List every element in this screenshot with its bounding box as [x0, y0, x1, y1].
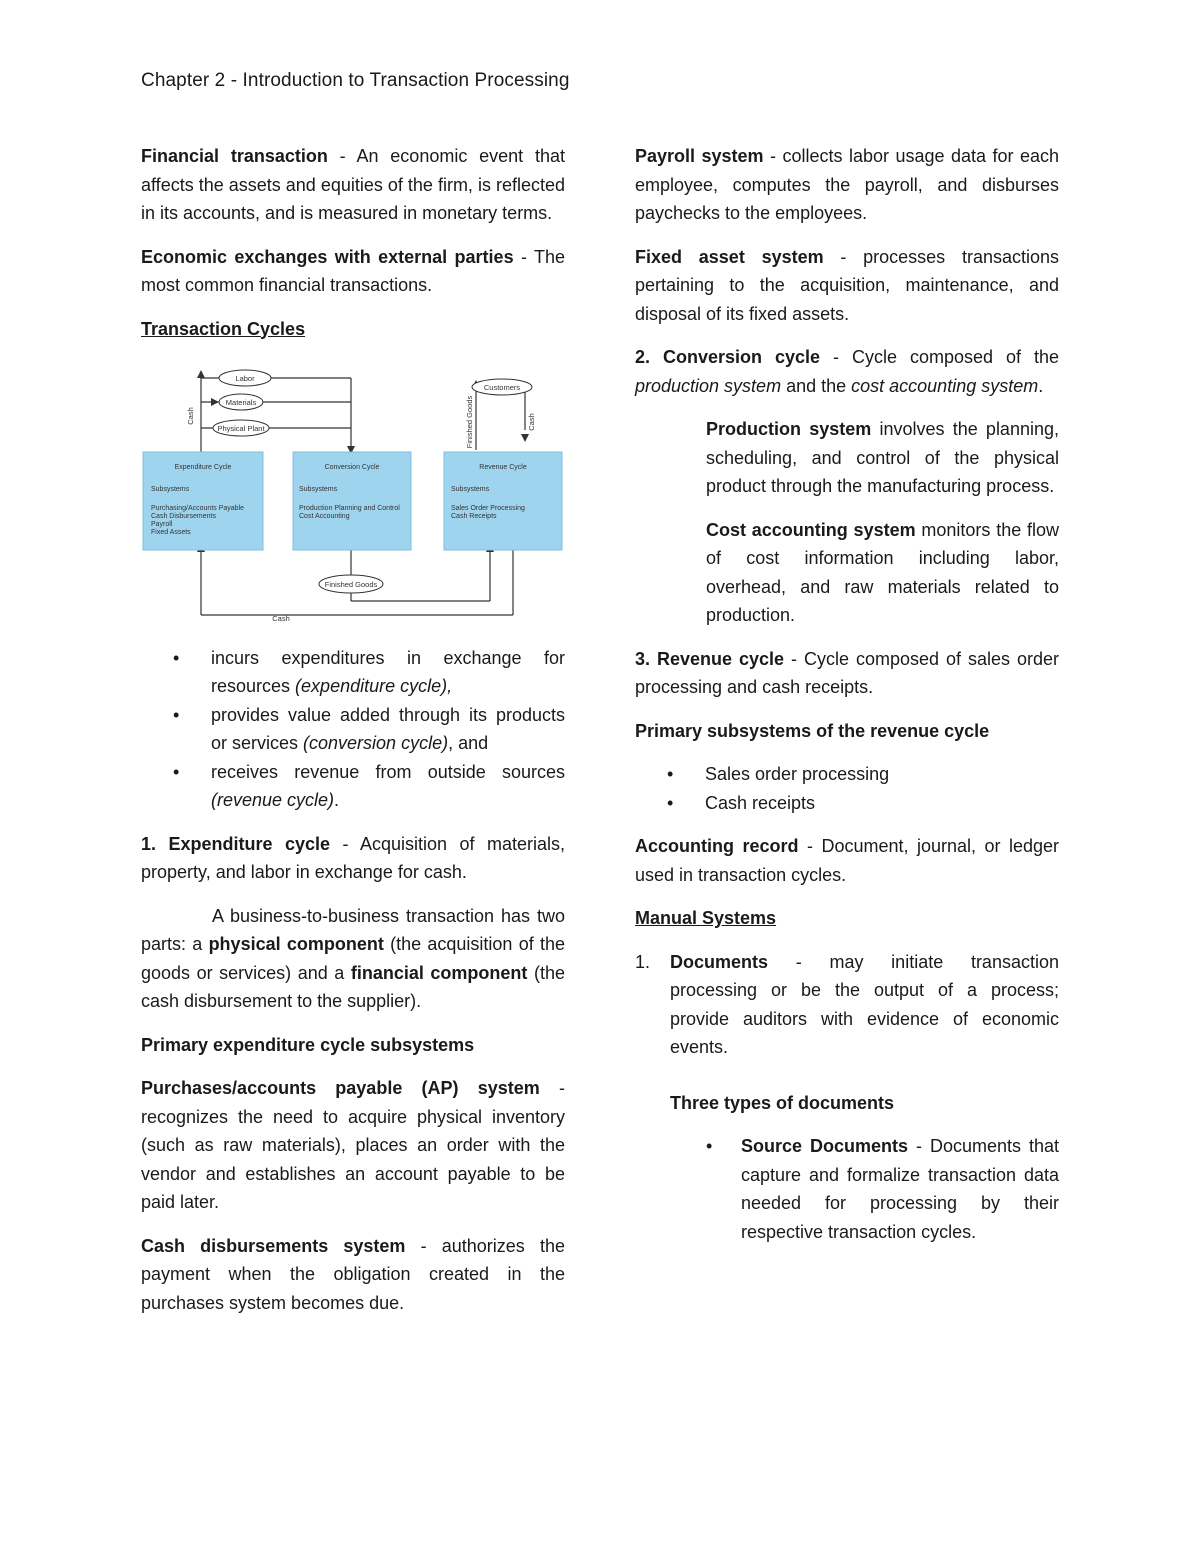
- transaction-cycles-diagram: [141, 358, 565, 623]
- svg-text:Subsystems: Subsystems: [451, 486, 490, 493]
- primary-revenue-heading: Primary subsystems of the revenue cycle: [635, 720, 990, 741]
- financial-transaction-definition: Financial transaction - An economic event that affects the assets and equities of the firm, is reflected in its accounts, and is measured in monetary terms.: [141, 146, 565, 223]
- svg-text:Purchasing/Accounts Payable: Purchasing/Accounts Payable: [151, 505, 244, 512]
- list-item: • receives revenue from outside sources (revenue cycle).: [141, 758, 565, 815]
- cycle-bullets: [141, 644, 565, 815]
- fixed-asset-definition: Fixed asset system - processes transactions pertaining to the acquisition, maintenance, and disposal of its fixed assets.: [635, 246, 1059, 324]
- term: Economic exchanges with external parties: [141, 246, 514, 267]
- term: Financial transaction: [141, 146, 328, 166]
- manual-systems-heading: Manual Systems: [635, 908, 777, 928]
- svg-text:Cost Accounting: Cost Accounting: [299, 513, 350, 520]
- left-column: [141, 142, 565, 1332]
- three-types-heading: Three types of documents: [670, 1092, 895, 1113]
- cash-disbursements-definition: Cash disbursements system - authorizes the payment when the obligation created in the purchases system becomes due.: [141, 1235, 565, 1313]
- production-system-definition: Production system involves the planning, scheduling, and control of the physical product through the manufacturing process.: [706, 419, 1059, 496]
- diagram-label-finished-goods: Finished Goods: [324, 580, 378, 589]
- payroll-definition: Payroll system - collects labor usage data for each employee, computes the payroll, and disburses paychecks to the employees.: [635, 146, 1059, 223]
- conversion-cycle-title: Conversion Cycle: [324, 464, 380, 471]
- b2b-paragraph: A business-to-business transaction has two parts: a physical component (the acquisition of the goods or services) and a financial component (the cash disbursement to the supplier).: [141, 905, 566, 1011]
- page-header: Chapter 2 - Introduction to Transaction Processing: [141, 70, 570, 91]
- primary-expenditure-heading: Primary expenditure cycle subsystems: [141, 1034, 475, 1055]
- expenditure-cycle-title: Expenditure Cycle: [174, 464, 232, 471]
- list-item: 1. Documents - may initiate transaction processing or be the output of a process; provide auditors with evidence of economic events.: [635, 951, 1059, 1057]
- accounting-record-definition: Accounting record - Document, journal, or ledger used in transaction cycles.: [635, 836, 1059, 885]
- svg-text:Fixed Assets: Fixed Assets: [151, 529, 191, 536]
- economic-exchanges-definition: Economic exchanges with external parties - The most common financial transactions.: [141, 246, 565, 295]
- svg-text:Production Planning and Contro: Production Planning and Control: [299, 505, 400, 512]
- document-types-list: [635, 1132, 1059, 1246]
- diagram-label-finished-goods-vertical: Finished Goods: [465, 395, 474, 449]
- diagram-label-cash-right: Cash: [527, 413, 536, 431]
- list-item: • Sales order processing: [635, 760, 1059, 789]
- list-item: • Cash receipts: [635, 789, 1059, 818]
- purchases-definition: Purchases/accounts payable (AP) system - recognizes the need to acquire physical inventory (such as raw materials), places an order with the vendor and establishes an account payable to be paid later.: [141, 1078, 566, 1212]
- revenue-cycle-definition: 3. Revenue cycle - Cycle composed of sales order processing and cash receipts.: [635, 648, 1060, 697]
- transaction-cycles-heading: Transaction Cycles: [141, 318, 306, 339]
- svg-text:Subsystems: Subsystems: [299, 486, 338, 493]
- svg-text:Subsystems: Subsystems: [151, 486, 190, 493]
- svg-text:Cash Receipts: Cash Receipts: [451, 513, 497, 520]
- list-item: • provides value added through its products or services (conversion cycle), and: [141, 701, 565, 758]
- list-item: • Source Documents - Documents that capture and formalize transaction data needed for processing by their respective transaction cycles.: [635, 1132, 1059, 1246]
- conversion-cycle-definition: 2. Conversion cycle - Cycle composed of the production system and the cost accounting system.: [635, 347, 1059, 396]
- diagram-label-labor: Labor: [235, 374, 255, 383]
- revenue-cycle-title: Revenue Cycle: [479, 464, 527, 471]
- expenditure-cycle-definition: 1. Expenditure cycle - Acquisition of materials, property, and labor in exchange for cash.: [141, 833, 566, 882]
- diagram-label-physical-plant: Physical Plant: [217, 424, 265, 433]
- svg-text:Cash Disbursements: Cash Disbursements: [151, 513, 216, 520]
- manual-systems-list: [635, 948, 1059, 1062]
- svg-text:Sales Order Processing: Sales Order Processing: [451, 505, 525, 512]
- diagram-label-customers: Customers: [483, 383, 521, 392]
- right-column: [635, 142, 1059, 1261]
- cost-accounting-definition: Cost accounting system monitors the flow of cost information including labor, overhead, and raw materials related to production.: [706, 519, 1059, 625]
- diagram-label-cash-left: Cash: [186, 407, 195, 425]
- svg-text:Payroll: Payroll: [151, 521, 173, 528]
- diagram-label-materials: Materials: [225, 398, 257, 407]
- list-item: • incurs expenditures in exchange for resources (expenditure cycle),: [141, 644, 565, 701]
- revenue-subsystems-list: [635, 760, 1059, 817]
- diagram-label-cash-bottom: Cash: [272, 614, 290, 623]
